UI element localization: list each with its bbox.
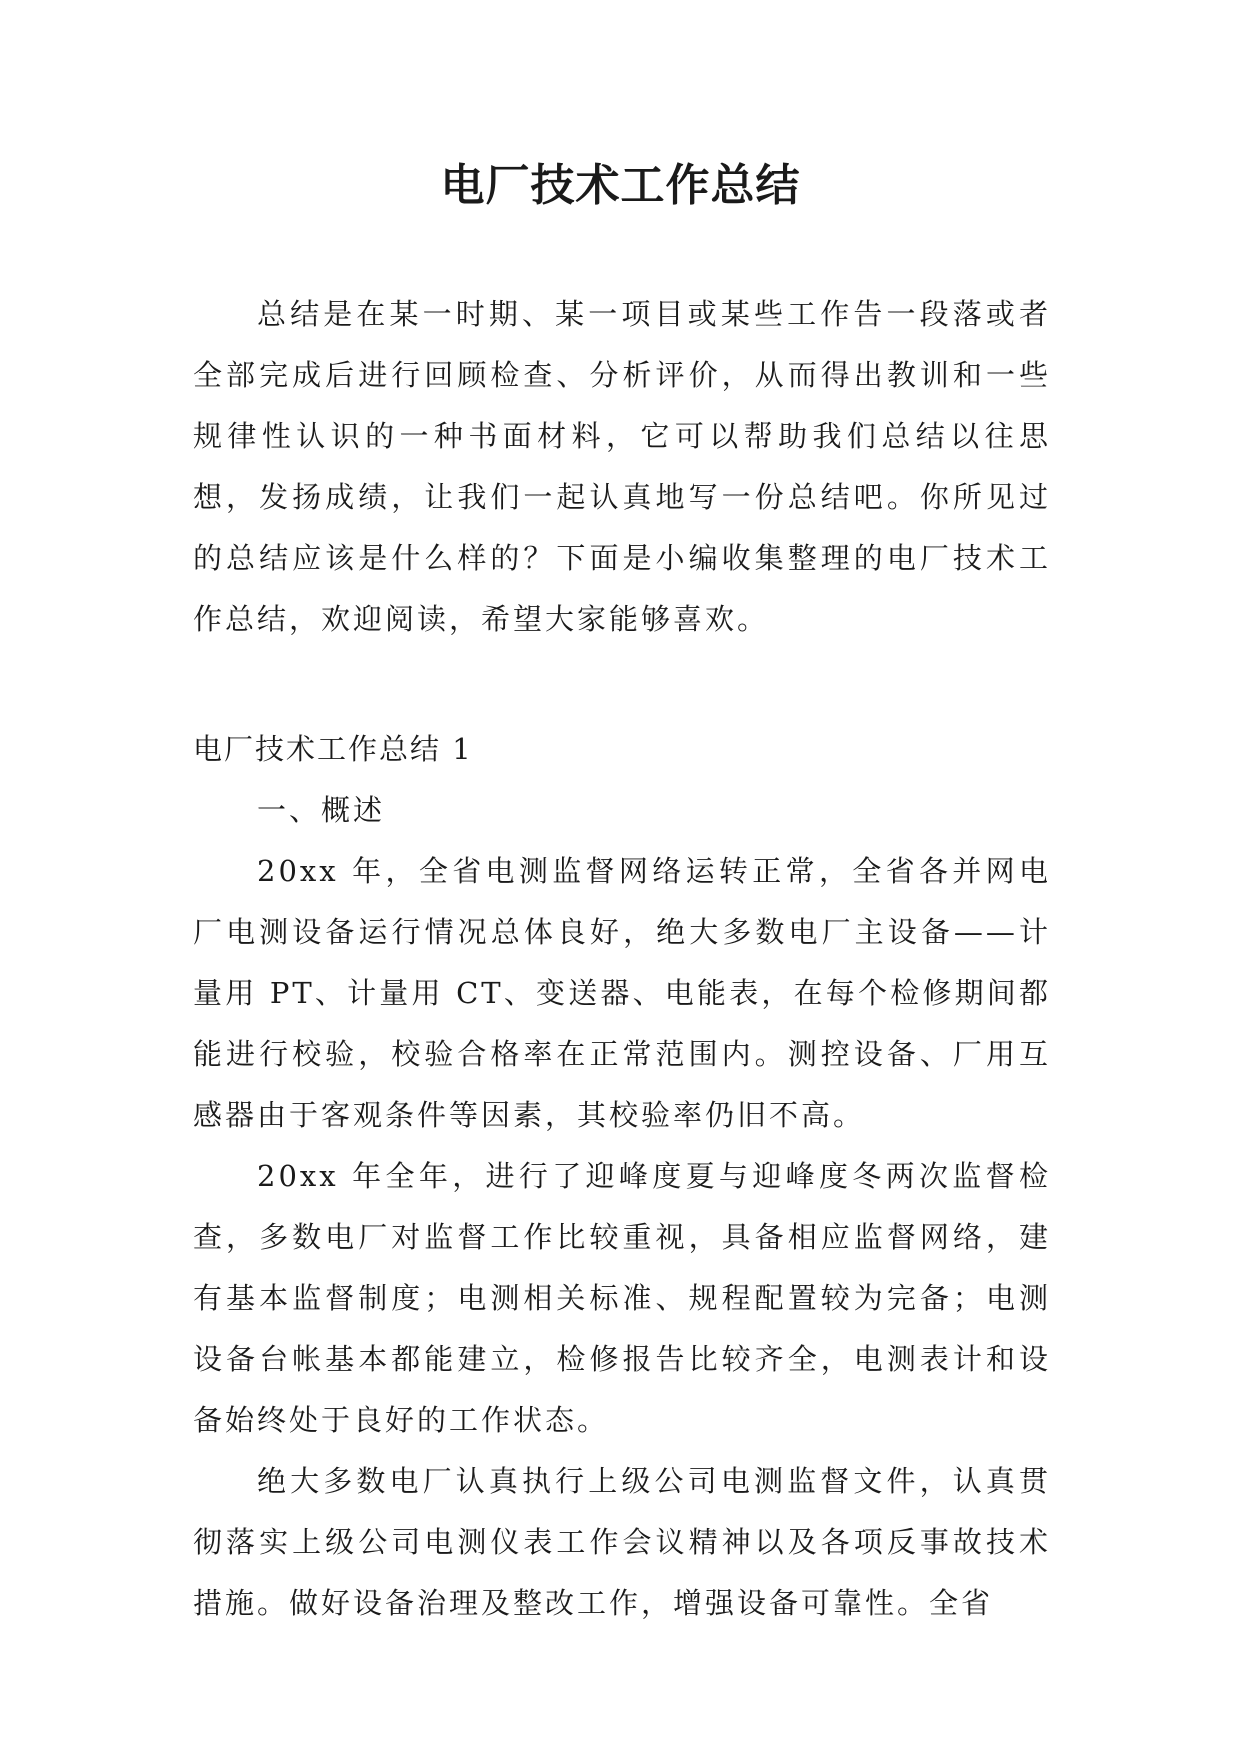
document-body bbox=[193, 284, 1051, 1634]
intro-paragraph: 总结是在某一时期、某一项目或某些工作告一段落或者全部完成后进行回顾检查、分析评价，从而得出教训和一些规律性认识的一种书面材料，它可以帮助我们总结以往思想，发扬成绩，让我们一起认真地写一份总结吧。你所见过的总结应该是什么样的？下面是小编收集整理的电厂技术工作总结，欢迎阅读，希望大家能够喜欢。 bbox=[193, 297, 1051, 636]
body-paragraph: 20xx 年全年，进行了迎峰度夏与迎峰度冬两次监督检查，多数电厂对监督工作比较重视，具备相应监督网络，建有基本监督制度；电测相关标准、规程配置较为完备；电测设备台帐基本都能建立，检修报告比较齐全，电测表计和设备始终处于良好的工作状态。 bbox=[193, 1159, 1051, 1437]
subsection-title: 一、概述 bbox=[257, 793, 386, 827]
body-paragraph: 20xx 年，全省电测监督网络运转正常，全省各并网电厂电测设备运行情况总体良好，绝大多数电厂主设备——计量用 PT、计量用 CT、变送器、电能表，在每个检修期间都能进行校验，校验合格率在正常范围内。测控设备、厂用互感器由于客观条件等因素，其校验率仍旧不高。 bbox=[193, 854, 1051, 1132]
section-title: 电厂技术工作总结 1 bbox=[193, 732, 473, 766]
document-title: 电厂技术工作总结 bbox=[440, 160, 801, 211]
section-spacer bbox=[193, 650, 1051, 719]
body-paragraph: 绝大多数电厂认真执行上级公司电测监督文件，认真贯彻落实上级公司电测仪表工作会议精神以及各项反事故技术措施。做好设备治理及整改工作，增强设备可靠性。全省 bbox=[193, 1464, 1051, 1620]
